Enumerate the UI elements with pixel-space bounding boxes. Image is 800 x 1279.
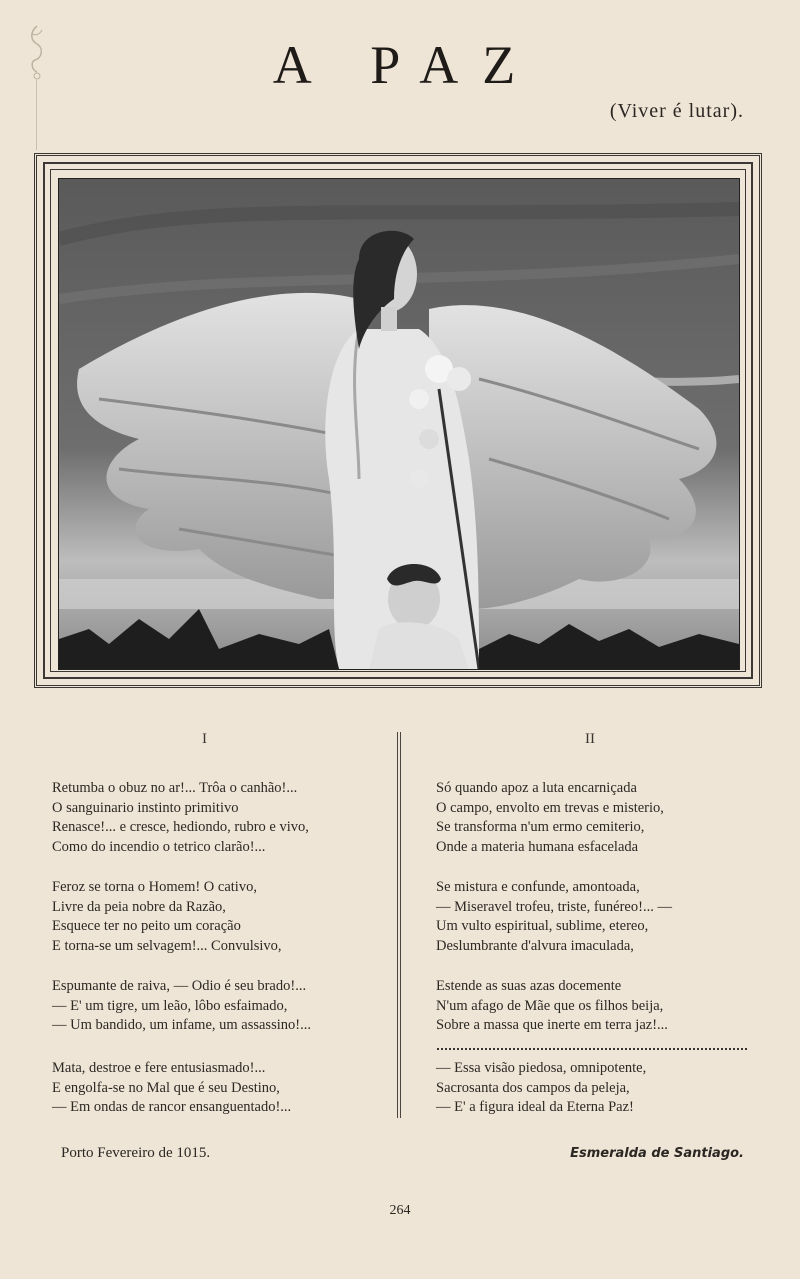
author-signature: Esmeralda de Santiago. — [570, 1146, 744, 1161]
section-numeral-1: I — [202, 731, 207, 747]
stanza-1-3: Espumante de raiva, — Odio é seu brado!... — E' um tigre, um leão, lôbo esfaimado, — Um bandido, um infame, um assassino!... — [52, 978, 311, 1033]
page-subtitle: (Viver é lutar). — [609, 100, 744, 122]
stanza-2-4: — Essa visão piedosa, omnipotente, Sacrosanta dos campos da peleja, — E' a figura ideal da Eterna Paz! — [436, 1060, 647, 1115]
stanza-1-4: Mata, destroe e fere entusiasmado!... E engolfa-se no Mal que é seu Destino, — Em ondas de rancor ensanguentado!... — [52, 1060, 292, 1115]
stanza-2-2: Se mistura e confunde, amontoada, — Miseravel trofeu, triste, funéreo!... — Um vulto espiritual, sublime, etereo, Deslumbrante d'alvura imaculada, — [436, 879, 672, 954]
place-date: Porto Fevereiro de 1015. — [61, 1145, 211, 1161]
stanza-2-1: Só quando apoz a luta encarniçada O campo, envolto em trevas e misterio, Se transforma n'um ermo cemiterio, Onde a materia humana esfacelada — [436, 780, 664, 855]
stanza-1-2: Feroz se torna o Homem! O cativo, Livre da peia nobre da Razão, Esquece ter no peito um coração E torna-se um selvagem!... Convulsivo, — [52, 879, 282, 954]
page-title: A PAZ — [272, 35, 540, 95]
page-number: 264 — [389, 1203, 411, 1218]
column-divider — [397, 732, 401, 1118]
angel-illustration — [58, 178, 740, 670]
stanza-1-1: Retumba o obuz no ar!... Trôa o canhão!... O sanguinario instinto primitivo Renasce!... e cresce, hediondo, rubro e vivo, Como do incendio o tetrico clarão!... — [52, 780, 309, 855]
stanza-2-3: Estende as suas azas docemente N'um afago de Mãe que os filhos beija, Sobre a massa que inerte em terra jaz!... — [436, 978, 668, 1033]
dotted-separator — [437, 1048, 747, 1052]
section-numeral-2: II — [585, 731, 595, 747]
